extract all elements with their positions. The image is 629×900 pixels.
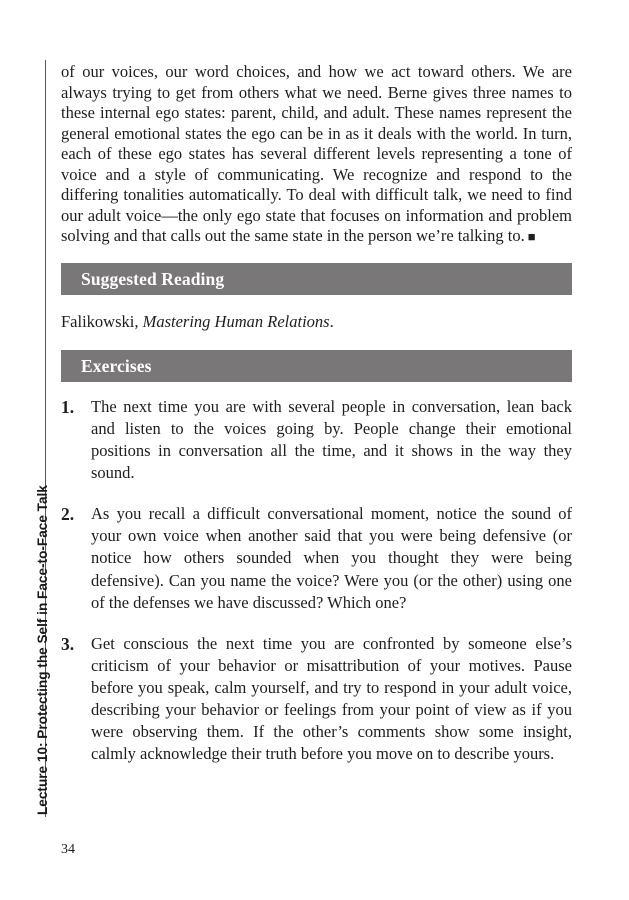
exercise-number: 1.: [61, 396, 75, 417]
exercises-heading: Exercises: [61, 350, 572, 382]
exercise-item: [61, 503, 572, 613]
page-number: 34: [61, 842, 75, 857]
reading-citation: [61, 311, 572, 333]
intro-paragraph-text: of our voices, our word choices, and how we act toward others. We are always trying to get from others what we need. Berne gives three names to these internal ego states: parent, child, and adult. These names represent the general emotional states the ego can be in as it deals with the world. In turn, each of these ego states has several different levels representing a tone of voice and a style of communicating. We recognize and respond to the differing tonalities automatically. To deal with difficult talk, we need to find our adult voice—the only ego state that focuses on information and problem solving and that calls out the same state in the person we’re talking to.: [61, 62, 572, 246]
end-mark: ■: [527, 229, 536, 245]
intro-paragraph: [61, 62, 572, 248]
reading-author: Falikowski,: [61, 311, 143, 331]
page-body: [61, 62, 572, 765]
exercise-item: [61, 396, 572, 484]
exercise-number: 2.: [61, 504, 75, 525]
exercise-item: [61, 633, 572, 766]
running-head: Lecture 10: Protecting the Self in Face-to-Face Talk: [35, 485, 50, 815]
exercise-text: Get conscious the next time you are confronted by someone else’s criticism of your behavior or misattribution of your motives. Pause before you speak, calm yourself, and try to respond in your adult voice, describing your behavior or feelings from your point of view as if you were observing them. If the other’s comments show some insight, calmly acknowledge their truth before you move on to describe yours.: [91, 633, 572, 764]
reading-trailing: .: [329, 311, 334, 331]
exercise-text: The next time you are with several people in conversation, lean back and listen to the voices going by. People change their emotional positions in conversation all the time, and it shows in the way they sound.: [91, 396, 572, 483]
exercise-text: As you recall a difficult conversational moment, notice the sound of your own voice when another said that you were being defensive (or notice how others sounded when you thought they were being defensive). Can you name the voice? Were you (or the other) using one of the defenses we have discussed? Which one?: [91, 504, 572, 612]
suggested-reading-heading: Suggested Reading: [61, 263, 572, 295]
exercise-number: 3.: [61, 633, 75, 654]
reading-title: Mastering Human Relations: [142, 311, 330, 331]
